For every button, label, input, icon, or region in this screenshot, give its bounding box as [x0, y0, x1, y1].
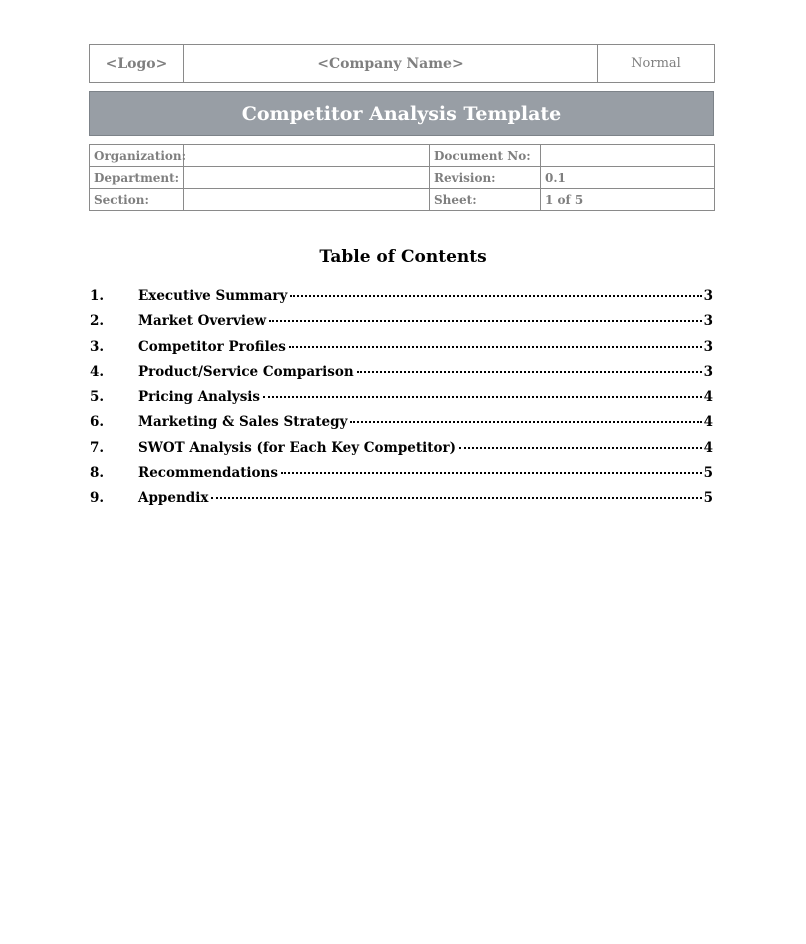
toc-title: Appendix — [138, 490, 209, 506]
sheet-value: 1 of 5 — [541, 189, 715, 211]
toc-number: 8. — [90, 465, 105, 481]
toc-page-number: 3 — [703, 339, 713, 355]
toc-entry-marketing-sales-strategy[interactable] — [90, 413, 713, 431]
department-label: Department: — [90, 167, 184, 189]
toc-entry-product-service-comparison[interactable] — [90, 363, 713, 381]
toc-page-number: 4 — [703, 389, 713, 405]
company-name: <Company Name> — [184, 45, 598, 83]
sheet-label: Sheet: — [430, 189, 541, 211]
toc-number: 4. — [90, 364, 105, 380]
toc-heading: Table of Contents — [319, 247, 487, 267]
toc-number: 7. — [90, 440, 105, 456]
toc-title: Product/Service Comparison — [138, 364, 354, 380]
document-status: Normal — [598, 45, 715, 83]
section-label: Section: — [90, 189, 184, 211]
toc-entry-appendix[interactable] — [90, 489, 713, 507]
toc-number: 5. — [90, 389, 105, 405]
toc-number: 9. — [90, 490, 105, 506]
toc-dot-leader — [211, 497, 701, 499]
document-no-value — [541, 145, 715, 167]
toc-dot-leader — [350, 421, 701, 423]
toc-title: Competitor Profiles — [138, 339, 286, 355]
toc-dot-leader — [269, 320, 701, 322]
toc-page-number: 4 — [703, 440, 713, 456]
toc-page-number: 3 — [703, 313, 713, 329]
document-info-table — [89, 144, 715, 211]
toc-title: Marketing & Sales Strategy — [138, 414, 348, 430]
toc-title: Executive Summary — [138, 288, 288, 304]
toc-entry-competitor-profiles[interactable] — [90, 338, 713, 356]
department-value — [184, 167, 430, 189]
logo-placeholder: <Logo> — [90, 45, 184, 83]
revision-value: 0.1 — [541, 167, 715, 189]
toc-title: Pricing Analysis — [138, 389, 261, 405]
document-no-label: Document No: — [430, 145, 541, 167]
organization-label: Organization: — [90, 145, 184, 167]
toc-entry-market-overview[interactable] — [90, 312, 713, 330]
toc-number: 3. — [90, 339, 105, 355]
toc-dot-leader — [263, 396, 702, 398]
toc-page-number: 5 — [703, 465, 713, 481]
toc-page-number: 3 — [703, 364, 713, 380]
revision-label: Revision: — [430, 167, 541, 189]
toc-title: SWOT Analysis (for Each Key Competitor) — [138, 440, 456, 456]
toc-number: 6. — [90, 414, 105, 430]
organization-value — [184, 145, 430, 167]
toc-page-number: 3 — [703, 288, 713, 304]
toc-title: Recommendations — [138, 465, 278, 481]
toc-dot-leader — [289, 346, 702, 348]
section-value — [184, 189, 430, 211]
toc-dot-leader — [281, 472, 702, 474]
toc-entry-executive-summary[interactable] — [90, 287, 713, 305]
toc-title: Market Overview — [138, 313, 267, 329]
toc-page-number: 4 — [703, 414, 713, 430]
toc-dot-leader — [459, 447, 702, 449]
toc-entry-pricing-analysis[interactable] — [90, 388, 713, 406]
toc-number: 1. — [90, 288, 105, 304]
toc-page-number: 5 — [703, 490, 713, 506]
toc-dot-leader — [290, 295, 701, 297]
toc-dot-leader — [357, 371, 702, 373]
toc-entry-swot-analysis[interactable] — [90, 439, 713, 457]
document-header-table — [89, 44, 715, 83]
toc-number: 2. — [90, 313, 105, 329]
document-title: Competitor Analysis Template — [89, 91, 714, 136]
toc-entry-recommendations[interactable] — [90, 464, 713, 482]
